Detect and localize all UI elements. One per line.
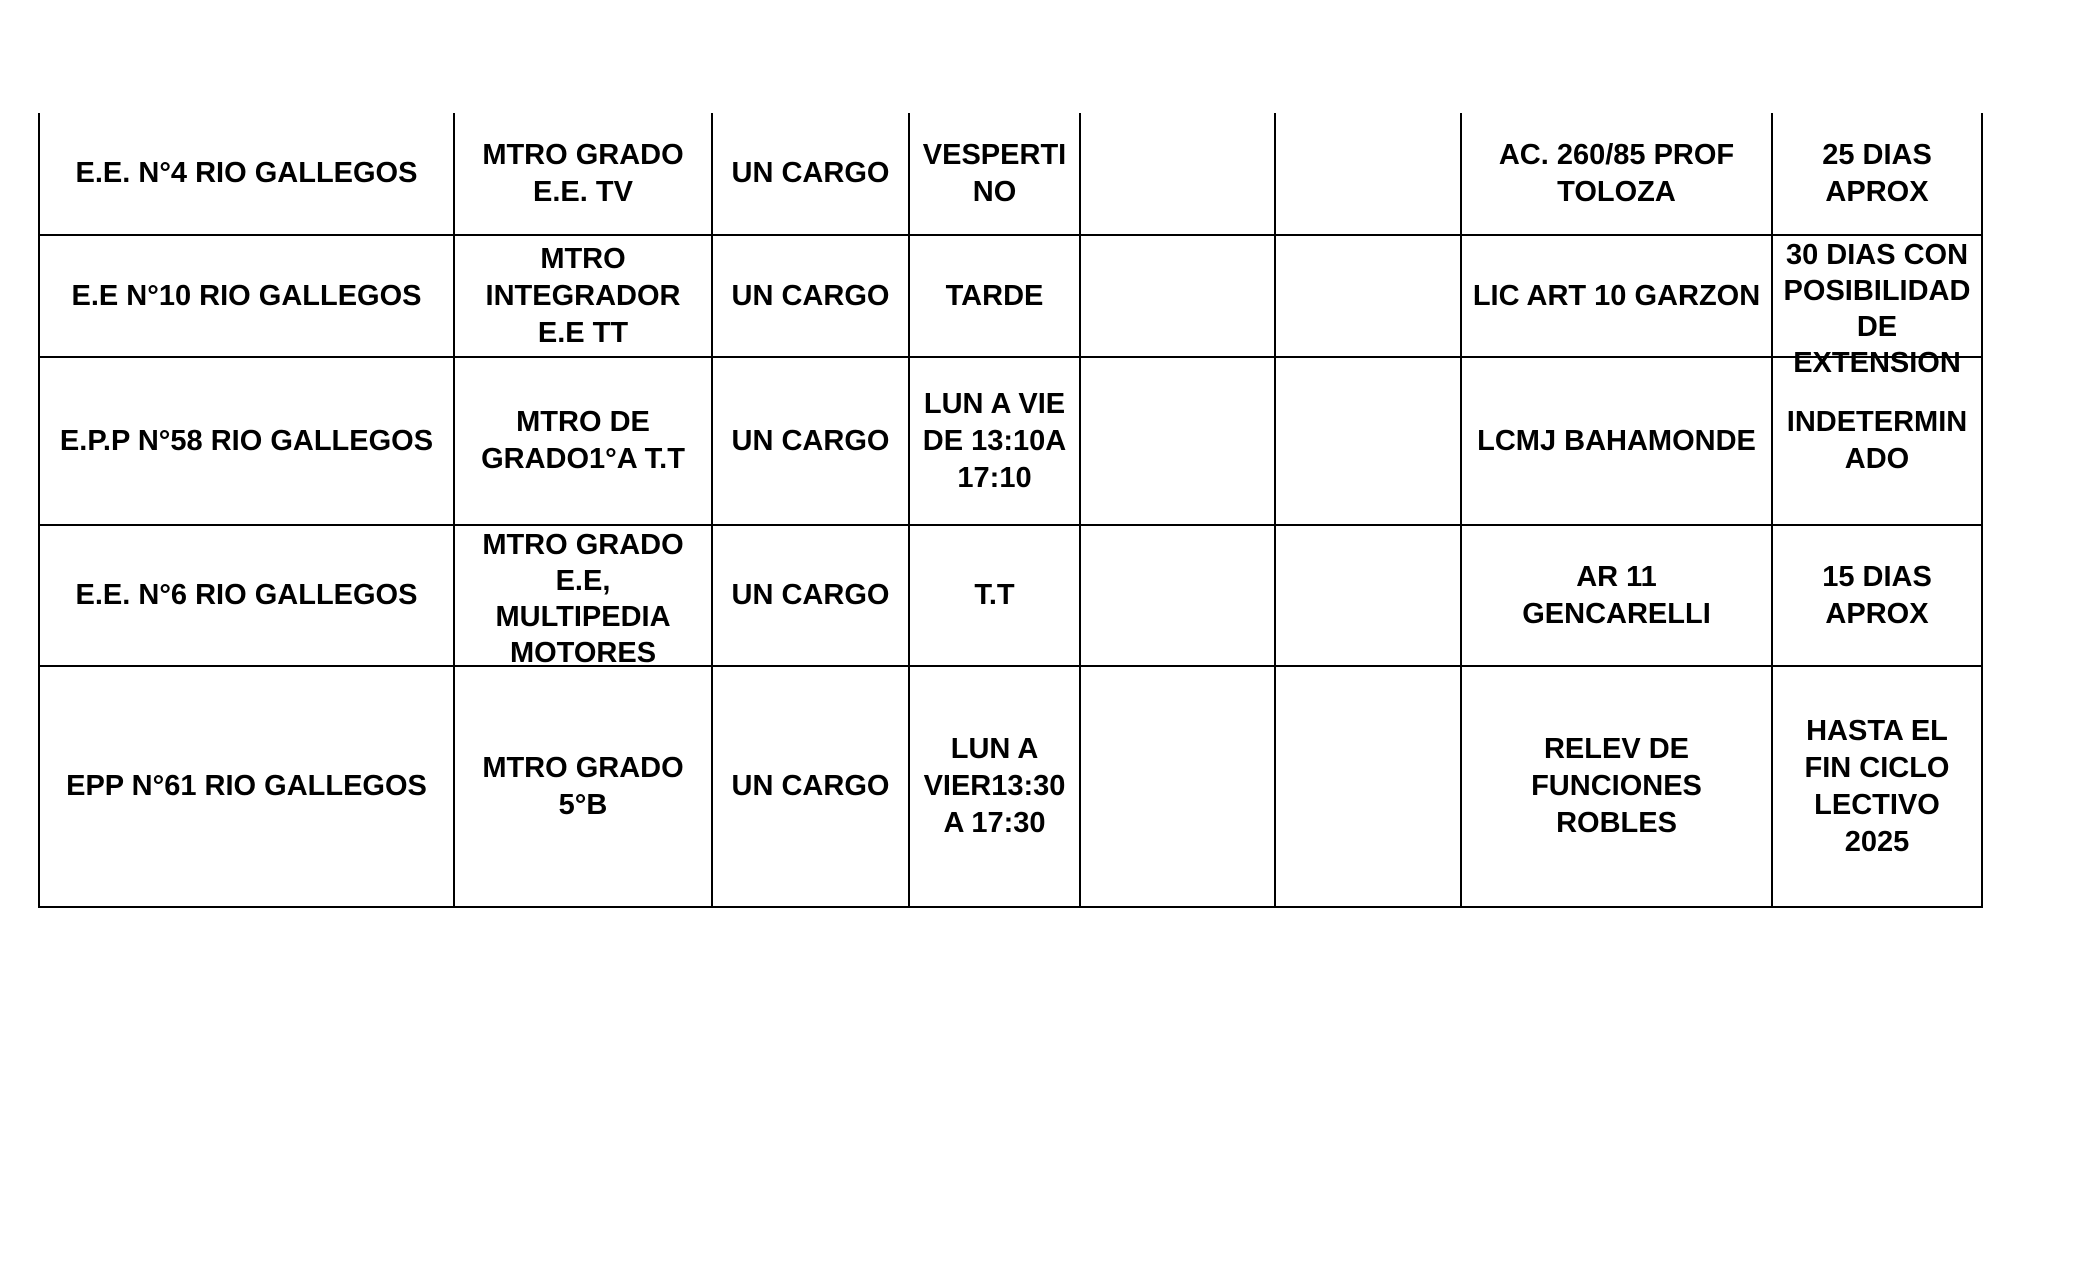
position-cell: MTRO INTEGRADOR E.E TT	[454, 235, 712, 357]
charge-cell: UN CARGO	[712, 525, 909, 666]
schedule-cell: T.T	[909, 525, 1080, 666]
duration-cell: 30 DIAS CON POSIBILIDAD DE EXTENSION	[1772, 235, 1982, 357]
empty-cell	[1080, 666, 1275, 907]
table-row	[39, 525, 1982, 666]
position-cell: MTRO GRADO E.E. TV	[454, 113, 712, 235]
duration-cell: INDETERMIN ADO	[1772, 357, 1982, 525]
position-cell: MTRO DE GRADO1°A T.T	[454, 357, 712, 525]
school-cell: EPP N°61 RIO GALLEGOS	[39, 666, 454, 907]
vacancy-table	[38, 113, 1983, 908]
empty-cell	[1080, 357, 1275, 525]
charge-cell: UN CARGO	[712, 357, 909, 525]
empty-cell	[1080, 113, 1275, 235]
reason-cell: LIC ART 10 GARZON	[1461, 235, 1772, 357]
duration-cell: HASTA EL FIN CICLO LECTIVO 2025	[1772, 666, 1982, 907]
reason-cell: RELEV DE FUNCIONES ROBLES	[1461, 666, 1772, 907]
table-row	[39, 666, 1982, 907]
schedule-cell: LUN A VIE DE 13:10A 17:10	[909, 357, 1080, 525]
vacancy-sheet	[38, 113, 1983, 908]
charge-cell: UN CARGO	[712, 113, 909, 235]
empty-cell	[1275, 525, 1461, 666]
duration-cell: 15 DIAS APROX	[1772, 525, 1982, 666]
position-cell: MTRO GRADO E.E, MULTIPEDIA MOTORES	[454, 525, 712, 666]
school-cell: E.E N°10 RIO GALLEGOS	[39, 235, 454, 357]
empty-cell	[1080, 235, 1275, 357]
empty-cell	[1275, 666, 1461, 907]
schedule-cell: TARDE	[909, 235, 1080, 357]
schedule-cell: VESPERTI NO	[909, 113, 1080, 235]
schedule-cell: LUN A VIER13:30 A 17:30	[909, 666, 1080, 907]
reason-cell: AC. 260/85 PROF TOLOZA	[1461, 113, 1772, 235]
school-cell: E.E. N°6 RIO GALLEGOS	[39, 525, 454, 666]
charge-cell: UN CARGO	[712, 666, 909, 907]
position-cell: MTRO GRADO 5°B	[454, 666, 712, 907]
school-cell: E.E. N°4 RIO GALLEGOS	[39, 113, 454, 235]
empty-cell	[1080, 525, 1275, 666]
school-cell: E.P.P N°58 RIO GALLEGOS	[39, 357, 454, 525]
empty-cell	[1275, 357, 1461, 525]
empty-cell	[1275, 113, 1461, 235]
table-row	[39, 357, 1982, 525]
reason-cell: LCMJ BAHAMONDE	[1461, 357, 1772, 525]
table-row	[39, 113, 1982, 235]
empty-cell	[1275, 235, 1461, 357]
reason-cell: AR 11 GENCARELLI	[1461, 525, 1772, 666]
charge-cell: UN CARGO	[712, 235, 909, 357]
duration-cell: 25 DIAS APROX	[1772, 113, 1982, 235]
table-row	[39, 235, 1982, 357]
